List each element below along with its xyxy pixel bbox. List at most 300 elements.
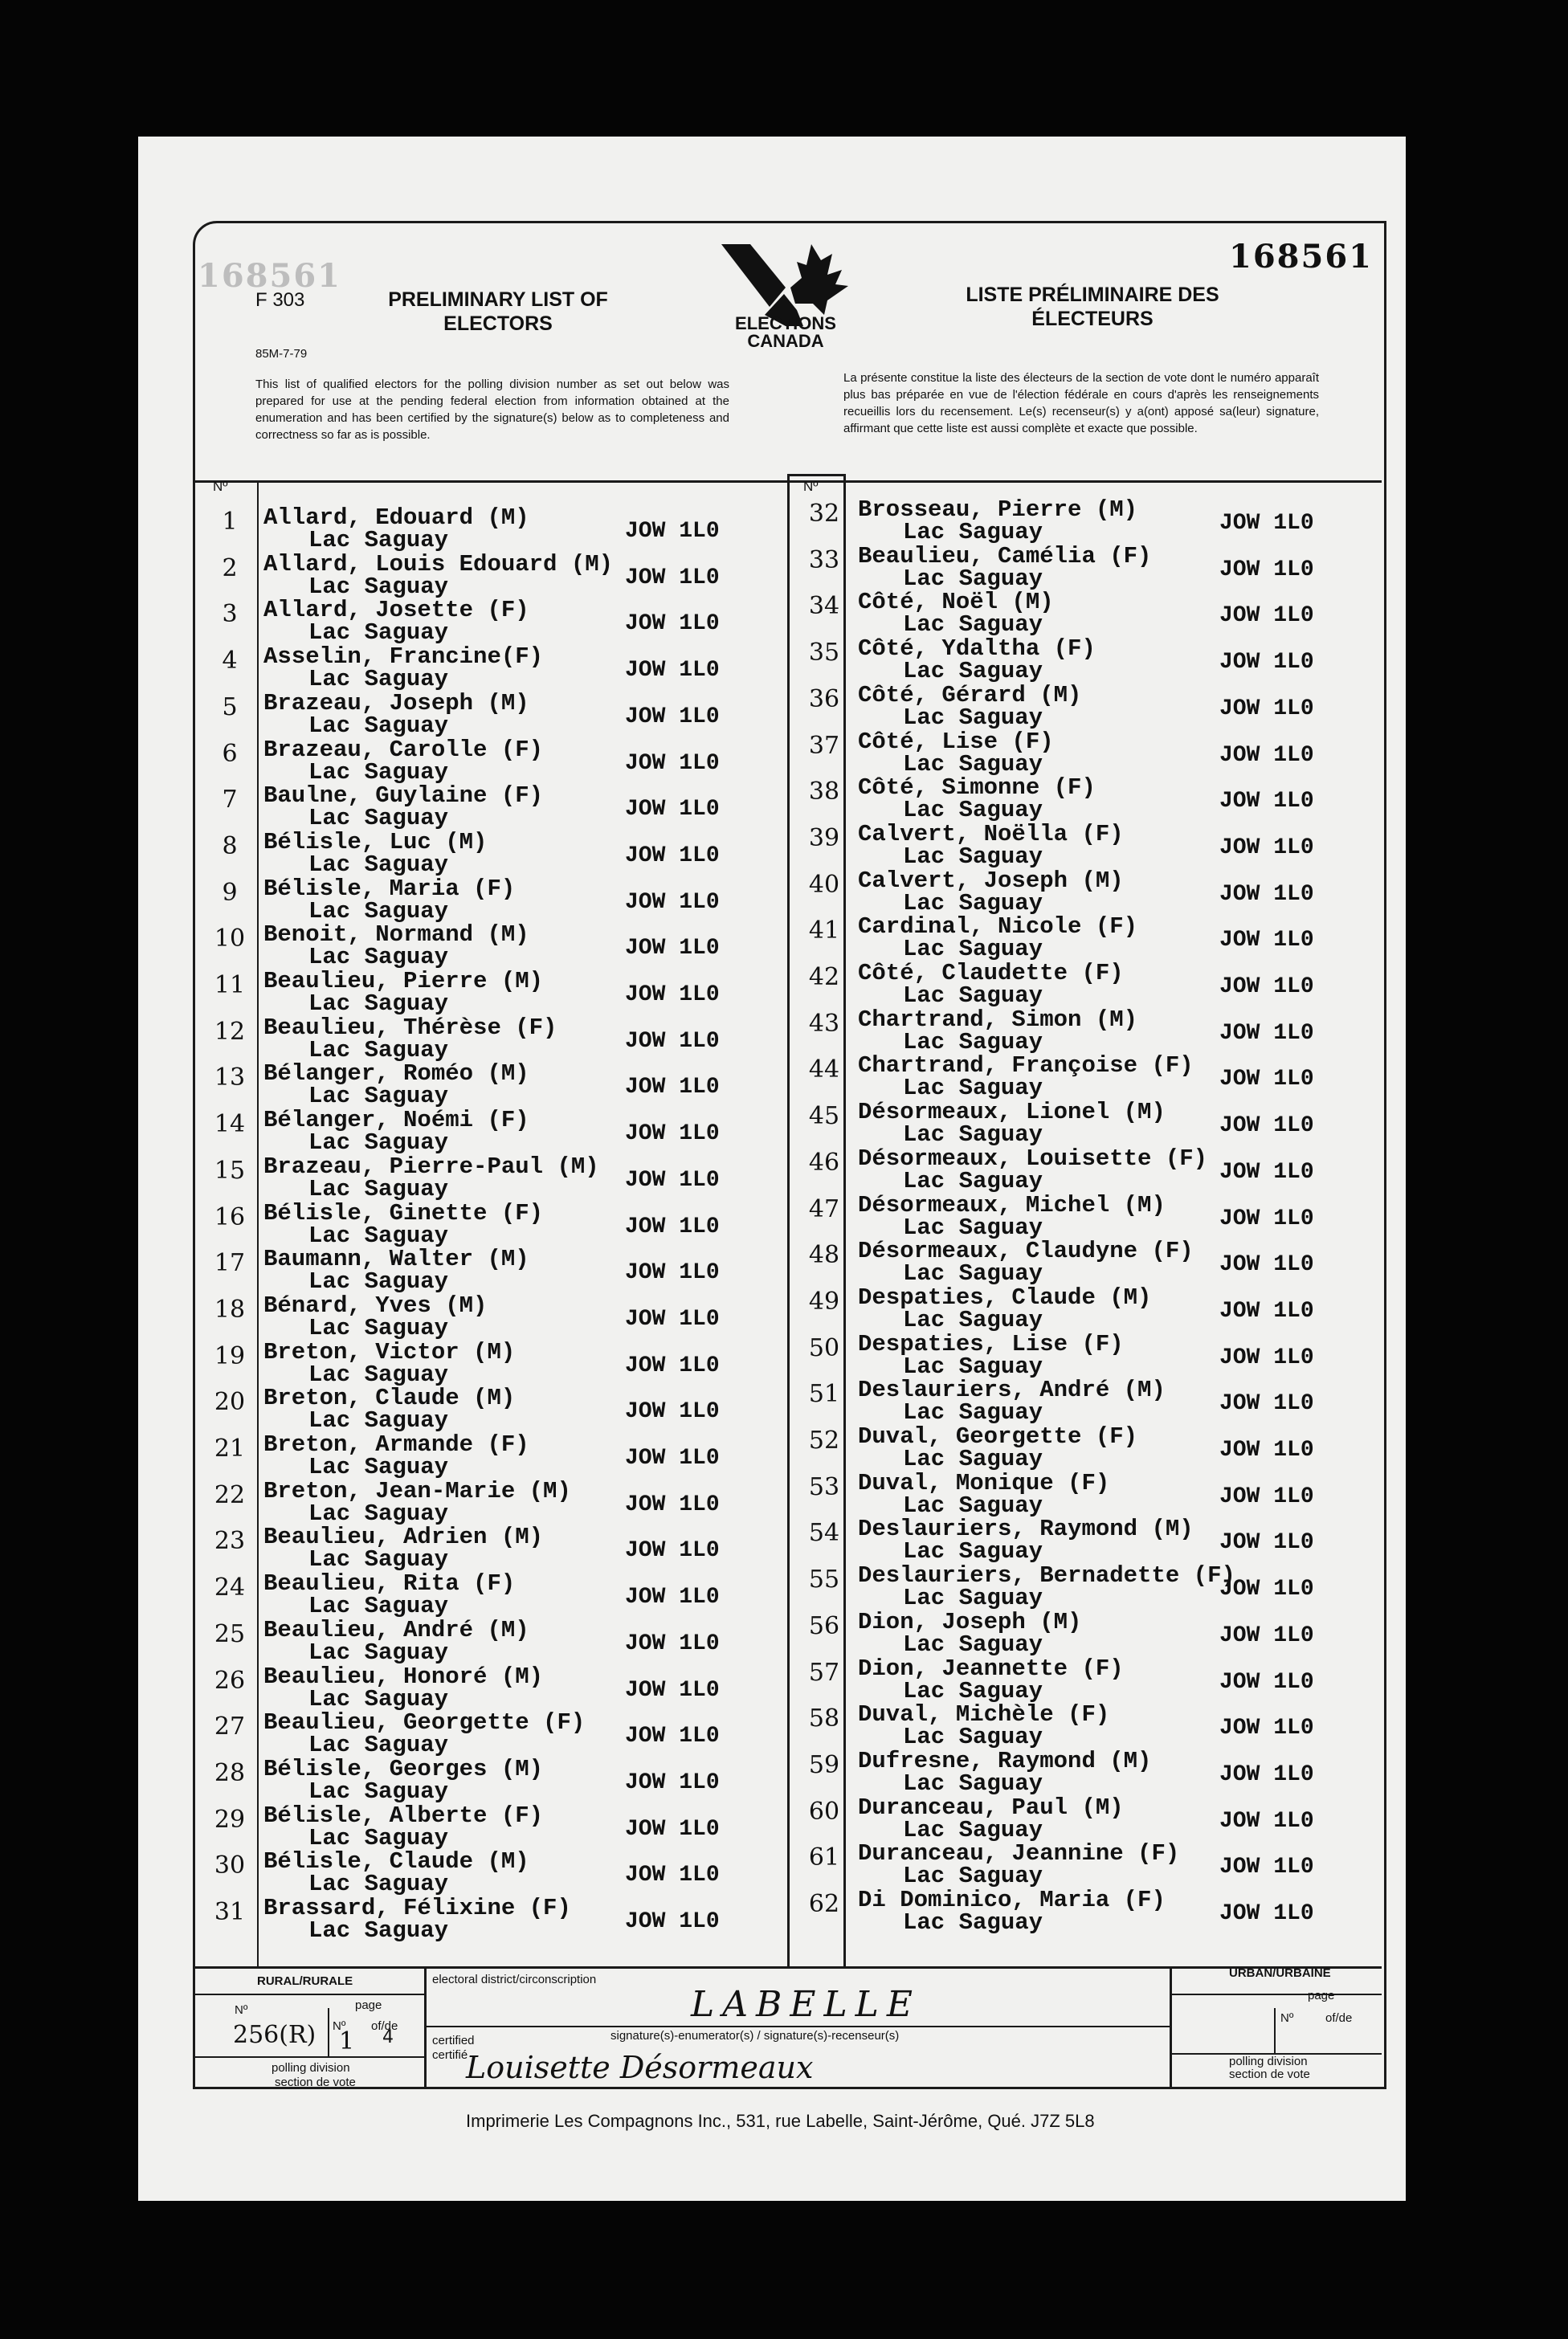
elector-number: 11	[214, 971, 246, 999]
elector-number: 60	[808, 1797, 840, 1826]
elector-row	[805, 1608, 1351, 1658]
elector-postal-code: JOW 1L0	[1219, 1577, 1314, 1602]
elector-place: Lac Saguay	[903, 1028, 1043, 1055]
elector-name: Beaulieu, Georgette (F)	[263, 1709, 586, 1737]
elector-row	[805, 496, 1351, 543]
elector-postal-code: JOW 1L0	[625, 1028, 720, 1054]
elector-place: Lac Saguay	[308, 851, 449, 878]
elector-postal-code: JOW 1L0	[625, 1167, 720, 1193]
elector-name: Allard, Josette (F)	[263, 597, 529, 624]
elector-postal-code: JOW 1L0	[1219, 1067, 1314, 1092]
elector-row	[210, 1200, 757, 1247]
elector-row	[805, 1284, 1351, 1331]
elector-name: Allard, Louis Edouard (M)	[263, 550, 614, 578]
title-en-line1: PRELIMINARY LIST OF	[388, 288, 608, 311]
page-of-number: 4	[382, 2027, 394, 2047]
elector-name: Calvert, Joseph (M)	[858, 867, 1124, 894]
elector-place: Lac Saguay	[308, 1546, 449, 1574]
elector-name: Bélisle, Alberte (F)	[263, 1802, 544, 1829]
elector-name: Duranceau, Paul (M)	[858, 1794, 1124, 1821]
center-col-rule-a	[787, 476, 790, 1968]
certified-label-1: certified	[432, 2034, 475, 2047]
footer-signature-rule	[427, 2026, 1170, 2027]
serial-number: 168561	[1229, 238, 1373, 276]
elector-postal-code: JOW 1L0	[1219, 1345, 1314, 1370]
title-french	[924, 283, 1261, 331]
elector-row	[210, 782, 757, 832]
footer-right-mid-rule	[1170, 1994, 1382, 1995]
elector-row	[210, 875, 757, 925]
elector-name: Breton, Claude (M)	[263, 1385, 516, 1412]
right-page-label: page	[1308, 1989, 1335, 2002]
elector-number: 34	[808, 592, 840, 621]
elector-number: 4	[222, 647, 238, 676]
elector-postal-code: JOW 1L0	[1219, 881, 1314, 907]
elector-number: 35	[808, 639, 840, 667]
elector-place: Lac Saguay	[308, 1268, 449, 1296]
elector-postal-code: JOW 1L0	[1219, 1855, 1314, 1880]
elector-name: Baulne, Guylaine (F)	[263, 782, 544, 810]
elector-row	[805, 543, 1351, 590]
rural-polling-label-2: section de vote	[275, 2076, 356, 2089]
elector-place: Lac Saguay	[308, 1314, 449, 1341]
elector-row	[210, 1709, 757, 1759]
elector-row	[210, 1014, 757, 1061]
right-no-label: Nº	[1280, 2011, 1294, 2025]
elector-place: Lac Saguay	[903, 1260, 1043, 1288]
elector-place: Lac Saguay	[308, 1129, 449, 1157]
elector-place: Lac Saguay	[903, 704, 1043, 731]
elector-row	[805, 635, 1351, 685]
elector-number: 44	[808, 1055, 840, 1084]
elector-postal-code: JOW 1L0	[1219, 974, 1314, 999]
elector-row	[805, 774, 1351, 824]
elector-row	[210, 1246, 757, 1296]
elector-name: Beaulieu, Rita (F)	[263, 1570, 516, 1598]
elector-row	[805, 1840, 1351, 1890]
elector-place: Lac Saguay	[308, 805, 449, 832]
elector-name: Beaulieu, Pierre (M)	[263, 968, 544, 994]
elector-row	[805, 1887, 1351, 1936]
elector-postal-code: JOW 1L0	[1219, 1020, 1314, 1046]
elector-name: Duranceau, Jeannine (F)	[858, 1840, 1180, 1868]
elector-number: 8	[222, 831, 238, 860]
elector-row	[210, 1663, 757, 1710]
elector-name: Chartrand, Simon (M)	[858, 1006, 1138, 1033]
elector-number: 28	[214, 1758, 246, 1787]
intro-english: This list of qualified electors for the polling division number as set out below was prepared for use at the pending federal election from information obtained at the enumeration and has been certified by the signature(s) below as to completeness and correctness so far as is possible.	[255, 378, 729, 442]
elector-postal-code: JOW 1L0	[625, 611, 720, 637]
elector-postal-code: JOW 1L0	[1219, 1716, 1314, 1741]
elector-number: 43	[808, 1009, 840, 1038]
elector-postal-code: JOW 1L0	[625, 1816, 720, 1842]
elector-name: Bélisle, Maria (F)	[263, 875, 516, 902]
elector-place: Lac Saguay	[903, 1585, 1043, 1612]
elector-place: Lac Saguay	[308, 712, 449, 739]
elector-number: 27	[214, 1712, 246, 1741]
elector-place: Lac Saguay	[308, 758, 449, 786]
elector-name: Brazeau, Carolle (F)	[263, 736, 544, 763]
elector-number: 9	[222, 878, 238, 907]
elector-row	[210, 643, 757, 693]
elector-number: 46	[808, 1148, 840, 1177]
left-number-header: Nº	[213, 479, 228, 494]
printer-imprint: Imprimerie Les Compagnons Inc., 531, rue Labelle, Saint-Jérôme, Qué. J7Z 5L8	[466, 2111, 1095, 2131]
elector-postal-code: JOW 1L0	[625, 1631, 720, 1656]
elector-number: 57	[808, 1658, 840, 1687]
elector-number: 52	[808, 1427, 840, 1455]
elector-number: 48	[808, 1241, 840, 1270]
elector-row	[210, 1339, 757, 1386]
elector-postal-code: JOW 1L0	[1219, 1206, 1314, 1231]
elector-number: 2	[222, 553, 238, 582]
elector-name: Asselin, Francine(F)	[263, 643, 544, 671]
elector-row	[805, 1006, 1351, 1053]
elector-place: Lac Saguay	[903, 1909, 1043, 1936]
elector-name: Breton, Victor (M)	[263, 1338, 516, 1365]
elector-name: Baumann, Walter (M)	[263, 1246, 529, 1273]
title-en-line2: ELECTORS	[443, 312, 553, 335]
elector-row	[210, 1802, 757, 1849]
elector-postal-code: JOW 1L0	[1219, 1438, 1314, 1463]
elector-row	[210, 1616, 757, 1666]
elector-postal-code: JOW 1L0	[1219, 1159, 1314, 1185]
elector-name: Chartrand, Françoise (F)	[858, 1052, 1194, 1080]
intro-french: La présente constitue la liste des électeurs de la section de vote dont le numéro apparaît plus bas préparée en vue de l'élection fédérale en cours d'après les renseignements recueillis lors du recensement. Le(s) recenseur(s) y a(ont) apposé sa(leur) signature, affirmant que cette liste est aussi complète et exacte que possible.	[843, 371, 1319, 435]
elections-canada-logo	[707, 238, 864, 350]
right-hdr-top-rule	[787, 474, 846, 476]
elector-postal-code: JOW 1L0	[625, 1353, 720, 1378]
elector-place: Lac Saguay	[308, 1917, 449, 1944]
elector-place: Lac Saguay	[903, 519, 1043, 545]
elector-number: 20	[214, 1388, 246, 1417]
rural-no-label: Nº	[235, 2003, 248, 2017]
elector-number: 36	[808, 684, 840, 713]
elector-name: Beaulieu, Thérèse (F)	[263, 1014, 557, 1041]
elector-postal-code: JOW 1L0	[625, 1492, 720, 1517]
elector-name: Cardinal, Nicole (F)	[858, 913, 1138, 941]
elector-number: 3	[222, 600, 238, 629]
elector-row	[805, 728, 1351, 778]
elector-number: 13	[214, 1063, 246, 1092]
elector-name: Dufresne, Raymond (M)	[858, 1747, 1152, 1774]
elector-place: Lac Saguay	[308, 1500, 449, 1527]
elector-row	[210, 921, 757, 971]
elector-postal-code: JOW 1L0	[625, 1863, 720, 1888]
elector-row	[805, 1701, 1351, 1751]
elector-number: 38	[808, 778, 840, 806]
elector-number: 58	[808, 1704, 840, 1733]
elector-postal-code: JOW 1L0	[625, 565, 720, 590]
elector-place: Lac Saguay	[308, 1778, 449, 1805]
elector-name: Bénard, Yves (M)	[263, 1292, 488, 1319]
footer-left-low-rule	[195, 2056, 427, 2058]
elector-row	[805, 682, 1351, 729]
elector-name: Désormeaux, Lionel (M)	[858, 1099, 1166, 1126]
elector-postal-code: JOW 1L0	[625, 936, 720, 961]
elector-name: Despaties, Claude (M)	[858, 1284, 1152, 1311]
elector-name: Bélisle, Luc (M)	[263, 828, 488, 855]
elector-postal-code: JOW 1L0	[625, 1909, 720, 1934]
elector-name: Di Dominico, Maria (F)	[858, 1887, 1166, 1913]
elector-postal-code: JOW 1L0	[1219, 650, 1314, 676]
elector-number: 49	[808, 1287, 840, 1316]
elector-number: 7	[222, 786, 238, 814]
elector-name: Duval, Monique (F)	[858, 1469, 1110, 1496]
elector-row	[210, 1478, 757, 1525]
logo-line2: CANADA	[747, 331, 824, 350]
elector-place: Lac Saguay	[903, 1167, 1043, 1194]
elector-row	[210, 1431, 757, 1478]
elector-name: Côté, Lise (F)	[858, 728, 1054, 755]
rural-of-label: of/de	[371, 2019, 398, 2033]
rural-page-label: page	[355, 1998, 382, 2012]
elector-name: Désormeaux, Louisette (F)	[858, 1145, 1208, 1172]
elector-place: Lac Saguay	[903, 565, 1043, 592]
elector-place: Lac Saguay	[903, 1399, 1043, 1427]
elector-number: 29	[214, 1805, 246, 1834]
title-fr-line2: ÉLECTEURS	[1031, 308, 1154, 330]
elector-row	[210, 1755, 757, 1805]
elector-place: Lac Saguay	[903, 1816, 1043, 1843]
elector-postal-code: JOW 1L0	[625, 750, 720, 776]
elector-postal-code: JOW 1L0	[625, 889, 720, 915]
elector-place: Lac Saguay	[308, 1685, 449, 1712]
district-value: LABELLE	[691, 1984, 921, 2025]
elector-name: Brassard, Félixine (F)	[263, 1895, 571, 1921]
elector-name: Brosseau, Pierre (M)	[858, 496, 1138, 523]
elector-row	[210, 1570, 757, 1620]
elector-postal-code: JOW 1L0	[1219, 1484, 1314, 1509]
elector-place: Lac Saguay	[903, 1446, 1043, 1472]
elector-postal-code: JOW 1L0	[625, 843, 720, 868]
elector-row	[805, 1052, 1351, 1102]
elector-name: Bélisle, Claude (M)	[263, 1848, 529, 1876]
signature-label: signature(s)-enumerator(s) / signature(s)-recenseur(s)	[610, 2029, 900, 2043]
elector-postal-code: JOW 1L0	[625, 704, 720, 729]
elector-place: Lac Saguay	[903, 1214, 1043, 1241]
elector-place: Lac Saguay	[308, 1222, 449, 1249]
elector-postal-code: JOW 1L0	[625, 1075, 720, 1100]
elector-place: Lac Saguay	[903, 1075, 1043, 1102]
elector-place: Lac Saguay	[903, 982, 1043, 1009]
elector-name: Désormeaux, Claudyne (F)	[858, 1238, 1194, 1265]
elector-number: 16	[214, 1202, 246, 1231]
elector-name: Deslauriers, André (M)	[858, 1377, 1166, 1404]
footer-left-mid-rule	[195, 1994, 427, 1995]
elector-place: Lac Saguay	[903, 936, 1043, 963]
elector-number: 19	[214, 1341, 246, 1370]
footer-left-page-divider	[328, 2008, 329, 2056]
elector-number: 45	[808, 1102, 840, 1131]
elector-postal-code: JOW 1L0	[1219, 742, 1314, 768]
elector-postal-code: JOW 1L0	[1219, 1623, 1314, 1648]
elector-row	[210, 1895, 757, 1944]
elector-place: Lac Saguay	[308, 944, 449, 971]
elector-name: Beaulieu, Adrien (M)	[263, 1524, 544, 1551]
elector-place: Lac Saguay	[308, 1732, 449, 1759]
elector-name: Brazeau, Pierre-Paul (M)	[263, 1153, 599, 1180]
elector-postal-code: JOW 1L0	[1219, 789, 1314, 814]
elector-row	[805, 1331, 1351, 1378]
elector-place: Lac Saguay	[903, 1492, 1043, 1519]
elector-row	[210, 1524, 757, 1574]
elector-number: 26	[214, 1666, 246, 1695]
elector-place: Lac Saguay	[903, 658, 1043, 685]
elector-postal-code: JOW 1L0	[1219, 835, 1314, 860]
elector-name: Deslauriers, Bernadette (F)	[858, 1562, 1235, 1590]
elector-postal-code: JOW 1L0	[1219, 1669, 1314, 1695]
right-polling-label-1: polling division	[1229, 2055, 1308, 2068]
elector-postal-code: JOW 1L0	[625, 1399, 720, 1425]
elector-place: Lac Saguay	[903, 750, 1043, 778]
elector-postal-code: JOW 1L0	[625, 1260, 720, 1286]
elector-postal-code: JOW 1L0	[625, 1446, 720, 1471]
elector-row	[805, 1562, 1351, 1612]
rural-label: RURAL/RURALE	[257, 1974, 353, 1988]
elector-place: Lac Saguay	[903, 797, 1043, 824]
elector-name: Côté, Gérard (M)	[858, 681, 1082, 708]
elector-row	[805, 1794, 1351, 1841]
elector-postal-code: JOW 1L0	[1219, 1530, 1314, 1556]
elector-number: 54	[808, 1519, 840, 1548]
elector-number: 61	[808, 1843, 840, 1872]
elector-postal-code: JOW 1L0	[625, 1770, 720, 1795]
elector-row	[805, 1423, 1351, 1470]
elector-postal-code: JOW 1L0	[1219, 696, 1314, 721]
elector-row	[210, 829, 757, 876]
elector-number: 25	[214, 1619, 246, 1648]
elector-number: 40	[808, 870, 840, 899]
faint-stamp: 168561	[198, 257, 341, 295]
elector-number: 10	[214, 925, 246, 953]
elector-postal-code: JOW 1L0	[1219, 557, 1314, 582]
elector-postal-code: JOW 1L0	[1219, 1761, 1314, 1787]
elector-row	[805, 1747, 1351, 1797]
certified-label-2: certifié	[432, 2048, 468, 2062]
form-code: 85M-7-79	[255, 347, 308, 361]
page-number: 1	[339, 2027, 355, 2055]
elector-number: 62	[808, 1890, 840, 1918]
elector-name: Bélanger, Roméo (M)	[263, 1060, 529, 1088]
elector-number: 30	[214, 1851, 246, 1880]
elector-row	[210, 968, 757, 1017]
elector-name: Breton, Armande (F)	[263, 1431, 529, 1458]
elector-postal-code: JOW 1L0	[1219, 511, 1314, 536]
elector-postal-code: JOW 1L0	[1219, 603, 1314, 629]
elector-name: Bélanger, Noémi (F)	[263, 1107, 529, 1134]
elector-number: 31	[214, 1898, 246, 1926]
elector-number: 18	[214, 1295, 246, 1324]
elector-name: Bélisle, Ginette (F)	[263, 1199, 544, 1227]
elector-place: Lac Saguay	[308, 1036, 449, 1063]
enumerator-signature: Louisette Désormeaux	[466, 2050, 814, 2085]
elector-number: 51	[808, 1380, 840, 1409]
elector-place: Lac Saguay	[903, 1677, 1043, 1704]
elector-name: Calvert, Noëlla (F)	[858, 820, 1124, 847]
elector-name: Allard, Edouard (M)	[263, 504, 529, 531]
elector-place: Lac Saguay	[308, 1454, 449, 1480]
elector-name: Deslauriers, Raymond (M)	[858, 1516, 1194, 1543]
elector-number: 33	[808, 545, 840, 574]
elector-row	[210, 1292, 757, 1339]
elector-place: Lac Saguay	[903, 1770, 1043, 1797]
elector-name: Dion, Joseph (M)	[858, 1608, 1082, 1635]
elector-row	[210, 1153, 757, 1200]
elector-number: 22	[214, 1480, 246, 1509]
elector-postal-code: JOW 1L0	[625, 1677, 720, 1703]
elector-place: Lac Saguay	[308, 619, 449, 647]
elector-number: 56	[808, 1611, 840, 1640]
elector-number: 53	[808, 1472, 840, 1501]
elector-postal-code: JOW 1L0	[625, 1306, 720, 1332]
elector-row	[805, 1238, 1351, 1288]
elector-postal-code: JOW 1L0	[625, 797, 720, 823]
rural-page-no-label: Nº	[333, 2019, 346, 2033]
elector-name: Côté, Simonne (F)	[858, 774, 1096, 802]
elector-row	[210, 1848, 757, 1898]
elector-postal-code: JOW 1L0	[625, 1585, 720, 1610]
elector-row	[805, 913, 1351, 963]
elector-name: Désormeaux, Michel (M)	[858, 1191, 1166, 1218]
elector-place: Lac Saguay	[308, 666, 449, 693]
right-of-label: of/de	[1325, 2011, 1353, 2025]
elector-row	[210, 504, 757, 551]
elector-row	[805, 1099, 1351, 1149]
elector-place: Lac Saguay	[308, 990, 449, 1017]
elector-number: 17	[214, 1249, 246, 1278]
elector-number: 47	[808, 1194, 840, 1223]
polling-division-number: 256(R)	[233, 2021, 316, 2049]
elector-name: Breton, Jean-Marie (M)	[263, 1477, 571, 1504]
elector-row	[805, 1192, 1351, 1239]
elector-place: Lac Saguay	[903, 611, 1043, 639]
elector-place: Lac Saguay	[308, 1639, 449, 1666]
title-fr-line1: LISTE PRÉLIMINAIRE DES	[966, 284, 1219, 306]
footer-top-rule	[195, 1966, 1382, 1969]
elector-place: Lac Saguay	[903, 1631, 1043, 1658]
elector-postal-code: JOW 1L0	[625, 658, 720, 684]
elector-number: 14	[214, 1110, 246, 1139]
elector-number: 55	[808, 1565, 840, 1594]
elector-name: Côté, Noël (M)	[858, 589, 1054, 616]
elector-postal-code: JOW 1L0	[1219, 1808, 1314, 1834]
title-english	[353, 288, 643, 336]
elector-row	[805, 1655, 1351, 1702]
elector-number: 6	[222, 739, 238, 768]
elector-name: Despaties, Lise (F)	[858, 1330, 1124, 1357]
elector-number: 32	[808, 500, 840, 528]
elector-postal-code: JOW 1L0	[625, 1121, 720, 1147]
elector-postal-code: JOW 1L0	[1219, 1901, 1314, 1926]
elector-postal-code: JOW 1L0	[1219, 1113, 1314, 1139]
rural-polling-label-1: polling division	[272, 2061, 350, 2075]
district-label: electoral district/circonscription	[432, 1973, 597, 1986]
elector-number: 41	[808, 916, 840, 945]
urban-label: URBAN/URBAINE	[1229, 1966, 1331, 1980]
elector-place: Lac Saguay	[903, 1538, 1043, 1565]
elector-row	[805, 960, 1351, 1009]
elector-place: Lac Saguay	[308, 1175, 449, 1202]
elector-place: Lac Saguay	[308, 1083, 449, 1110]
elector-postal-code: JOW 1L0	[1219, 1252, 1314, 1278]
elector-number: 59	[808, 1750, 840, 1779]
elector-row	[805, 820, 1351, 870]
elector-row	[805, 1145, 1351, 1192]
elector-number: 15	[214, 1156, 246, 1185]
elector-place: Lac Saguay	[308, 527, 449, 553]
elector-place: Lac Saguay	[308, 1361, 449, 1388]
